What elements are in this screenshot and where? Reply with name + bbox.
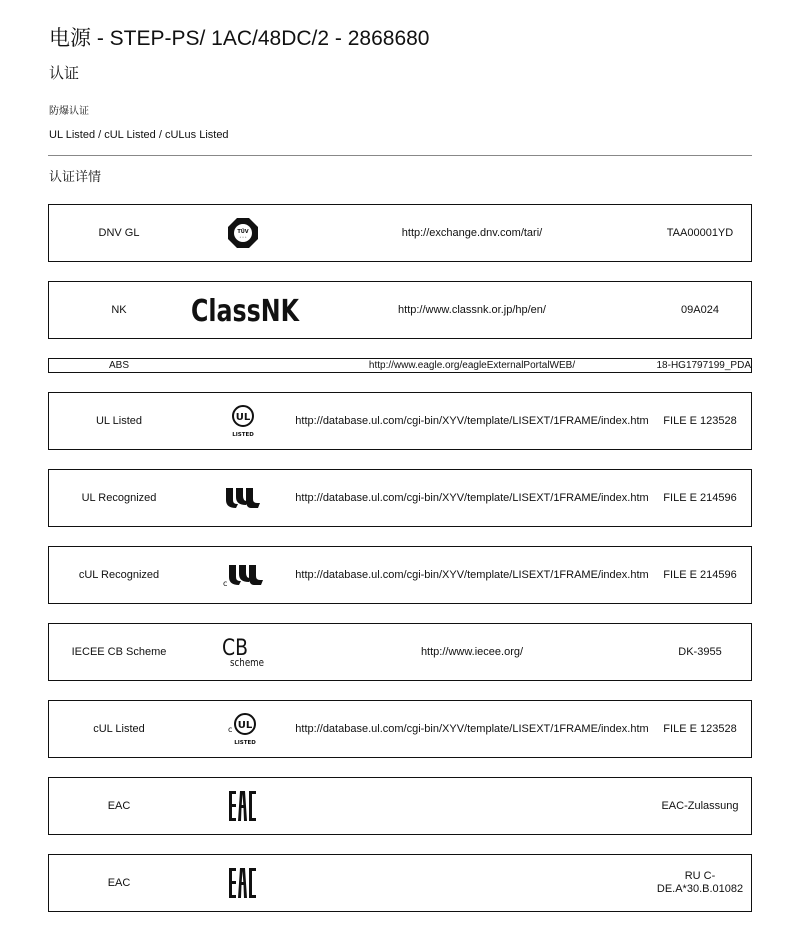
approval-name: cUL Recognized bbox=[78, 569, 160, 581]
approval-row-iecee-cb bbox=[48, 623, 752, 681]
approval-code-line1: RU C- bbox=[684, 870, 716, 882]
approval-url[interactable]: http://www.eagle.org/eagleExternalPortalWEB/ bbox=[368, 360, 576, 371]
approval-url[interactable]: http://www.classnk.or.jp/hp/en/ bbox=[398, 304, 546, 316]
approval-code: 09A024 bbox=[681, 303, 719, 316]
approval-url bbox=[289, 778, 655, 834]
page-title: 电源 - STEP-PS/ 1AC/48DC/2 - 2868680 bbox=[49, 27, 430, 50]
approval-name: cUL Listed bbox=[93, 723, 145, 735]
cb-scheme-logo bbox=[197, 624, 289, 680]
approval-row-cul-recognized bbox=[48, 546, 752, 604]
approval-code-line2: DE.A*30.B.01082 bbox=[656, 883, 744, 895]
section-title: 认证 bbox=[49, 65, 80, 82]
approval-name: NK bbox=[111, 304, 127, 316]
classnk-logo-text: ClassNK bbox=[191, 294, 301, 329]
svg-text:UL: UL bbox=[235, 412, 251, 423]
approval-name: UL Listed bbox=[95, 415, 143, 427]
approval-list: UL Listed / cUL Listed / cULus Listed bbox=[49, 129, 229, 141]
ul-recognized-logo bbox=[197, 470, 289, 526]
approval-row-ul-recognized bbox=[48, 469, 752, 527]
approval-row-eac bbox=[48, 777, 752, 835]
approval-name: EAC bbox=[107, 877, 131, 889]
cul-recognized-logo bbox=[197, 547, 289, 603]
approval-row-abs bbox=[48, 358, 752, 373]
approval-url[interactable]: http://database.ul.com/cgi-bin/XYV/template/LISEXT/1FRAME/index.htm bbox=[295, 492, 649, 504]
approval-name: EAC bbox=[107, 800, 131, 812]
approval-code: FILE E 214596 bbox=[663, 568, 737, 581]
classnk-logo bbox=[189, 282, 301, 338]
eac-logo bbox=[197, 778, 289, 834]
approval-code: DK-3955 bbox=[678, 645, 722, 658]
approval-code: EAC-Zulassung bbox=[661, 799, 739, 812]
details-title: 认证详情 bbox=[49, 169, 102, 184]
approval-code: FILE E 214596 bbox=[663, 491, 737, 504]
svg-text:CB: CB bbox=[222, 636, 248, 661]
tuv-logo bbox=[197, 205, 289, 261]
ul-listed-logo bbox=[197, 393, 289, 449]
approval-row-eac-2 bbox=[48, 854, 752, 912]
svg-text:LISTED: LISTED bbox=[234, 740, 256, 746]
approval-code: TAA00001YD bbox=[666, 226, 734, 239]
approval-url bbox=[289, 855, 655, 911]
approval-url[interactable]: http://exchange.dnv.com/tari/ bbox=[401, 227, 543, 239]
approval-url[interactable]: http://database.ul.com/cgi-bin/XYV/template/LISEXT/1FRAME/index.htm bbox=[295, 569, 649, 581]
approval-code: FILE E 123528 bbox=[663, 722, 737, 735]
approval-row-nk bbox=[48, 281, 752, 339]
svg-text:c: c bbox=[228, 725, 233, 734]
svg-text:LISTED: LISTED bbox=[232, 432, 254, 438]
divider bbox=[48, 155, 752, 156]
approval-url[interactable]: http://www.iecee.org/ bbox=[420, 646, 524, 658]
approval-name: IECEE CB Scheme bbox=[71, 646, 167, 658]
svg-text:c: c bbox=[223, 579, 228, 588]
approval-row-cul-listed bbox=[48, 700, 752, 758]
approval-url[interactable]: http://database.ul.com/cgi-bin/XYV/template/LISEXT/1FRAME/index.htm bbox=[295, 723, 649, 735]
approval-name: UL Recognized bbox=[81, 492, 157, 504]
approval-name: DNV GL bbox=[98, 227, 140, 239]
approval-code bbox=[649, 855, 751, 911]
svg-text:scheme: scheme bbox=[230, 656, 265, 669]
subheading: 防爆认证 bbox=[49, 106, 89, 117]
svg-text:UL: UL bbox=[237, 720, 253, 731]
eac-logo bbox=[197, 855, 289, 911]
approval-code: 18-HG1797199_PDA bbox=[656, 360, 751, 371]
approval-url[interactable]: http://database.ul.com/cgi-bin/XYV/template/LISEXT/1FRAME/index.htm bbox=[295, 415, 649, 427]
svg-text:• • •: • • • bbox=[239, 235, 247, 239]
approval-name: ABS bbox=[108, 360, 129, 371]
cul-listed-logo bbox=[197, 701, 289, 757]
approval-row-ul-listed bbox=[48, 392, 752, 450]
approval-code: FILE E 123528 bbox=[663, 414, 737, 427]
svg-text:TÜV: TÜV bbox=[237, 229, 249, 235]
approval-row-dnv-gl bbox=[48, 204, 752, 262]
